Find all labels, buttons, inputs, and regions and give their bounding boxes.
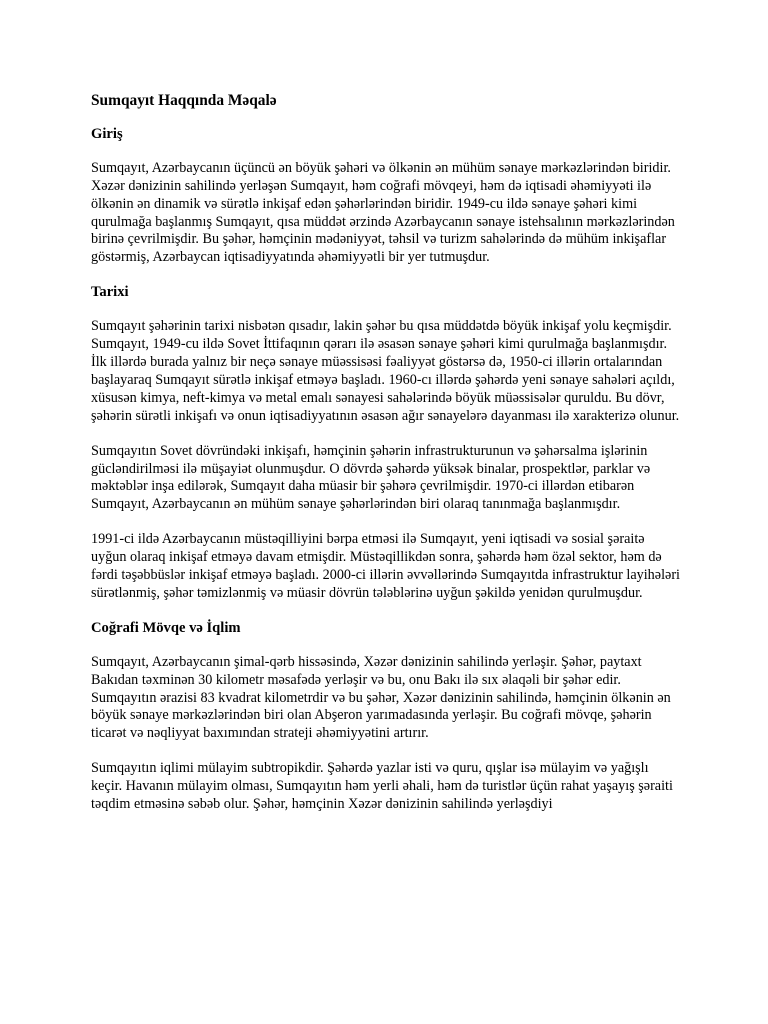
- paragraph: Sumqayıt, Azərbaycanın üçüncü ən böyük şəhəri və ölkənin ən mühüm sənaye mərkəzlərindən biridir. Xəzər dənizinin sahilində yerləşən Sumqayıt, həm coğrafi mövqeyi, həm də iqtisadi əhəmiyyəti ilə ölkənin ən dinamik və sürətlə inkişaf edən şəhərlərindən biridir. 1949-cu ildə sənaye şəhəri kimi qurulmağa başlanmış Sumqayıt, qısa müddət ərzində Azərbaycanın sənaye istehsalının mərkəzlərindən birinə çevrilmişdir. Bu şəhər, həmçinin mədəniyyət, təhsil və turizm sahələrində də mühüm inkişaflar göstərmiş, Azərbaycan iqtisadiyyatında əhəmiyyətli bir yer tutmuşdur.: [91, 159, 675, 266]
- section-heading-history: Tarixi: [91, 284, 129, 301]
- document-title: Sumqayıt Haqqında Məqalə: [91, 92, 277, 109]
- paragraph: 1991-ci ildə Azərbaycanın müstəqilliyini bərpa etməsi ilə Sumqayıt, yeni iqtisadi və sosial şəraitə uyğun olaraq inkişaf etməyə davam etmişdir. Müstəqillikdən sonra, şəhərdə həm özəl sektor, həm də fərdi təşəbbüslər inkişaf etməyə başladı. 2000-ci illərin əvvəllərində Sumqayıtda infrastruktur layihələri sürətlənmiş, şəhər təmizlənmiş və müasir dövrün tələblərinə uyğun şəkildə yenidən qurulmuşdur.: [91, 531, 680, 601]
- paragraph: Sumqayıt, Azərbaycanın şimal-qərb hissəsində, Xəzər dənizinin sahilində yerləşir. Şəhər, paytaxt Bakıdan təxminən 30 kilometr məsafədə yerləşir və bu, onu Bakı ilə sıx əlaqəli bir şəhər edir. Sumqayıtın ərazisi 83 kvadrat kilometrdir və bu şəhər, Xəzər dənizinin sahilində, həmçinin ölkənin ən böyük sənaye mərkəzlərindən biri olan Abşeron yarımadasında yerləşir. Bu coğrafi mövqe, şəhərin ticarət və nəqliyyat baxımından strateji əhəmiyyətini artırır.: [91, 653, 671, 742]
- paragraph: Sumqayıtın iqlimi mülayim subtropikdir. Şəhərdə yazlar isti və quru, qışlar isə mülayim və yağışlı keçir. Havanın mülayim olması, Sumqayıtın həm yerli əhali, həm də turistlər üçün rahat yaşayış şəraiti təqdim etməsinə səbəb olur. Şəhər, həmçinin Xəzər dənizinin sahilində yerləşdiyi: [91, 760, 673, 813]
- section-heading-geography: Coğrafi Mövqe və İqlim: [91, 619, 241, 636]
- paragraph: Sumqayıtın Sovet dövründəki inkişafı, həmçinin şəhərin infrastrukturunun və şəhərsalma işlərinin gücləndirilməsi ilə müşayiət olunmuşdur. O dövrdə şəhərdə yüksək binalar, prospektlər, parklar və məktəblər inşa edilərək, Sumqayıt daha müasir bir şəhərə çevrilmişdir. 1970-ci illərdən etibarən Sumqayıt, Azərbaycanın ən mühüm sənaye şəhərlərindən biri olaraq tanınmağa başlanmışdır.: [91, 442, 651, 513]
- section-heading-intro: Giriş: [91, 125, 123, 142]
- paragraph: Sumqayıt şəhərinin tarixi nisbətən qısadır, lakin şəhər bu qısa müddətdə böyük inkişaf yolu keçmişdir. Sumqayıt, 1949-cu ildə Sovet İttifaqının qərarı ilə əsasən sənaye şəhəri kimi qurulmağa başlanmışdır. İlk illərdə burada yalnız bir neçə sənaye müəssisəsi fəaliyyət göstərsə də, 1950-ci illərin ortalarından başlayaraq Sumqayıt sürətlə inkişaf etməyə başladı. 1960-cı illərdə şəhərdə yeni sənaye sahələri açıldı, xüsusən kimya, neft-kimya və metal emalı sənayesi sahələrində böyük müəssisələr quruldu. Bu dövr, şəhərin sürətli inkişafı və onun iqtisadiyyatının əsasən ağır sənayelərə dayanması ilə xarakterizə olunur.: [91, 318, 680, 424]
- document-page: [91, 92, 681, 831]
